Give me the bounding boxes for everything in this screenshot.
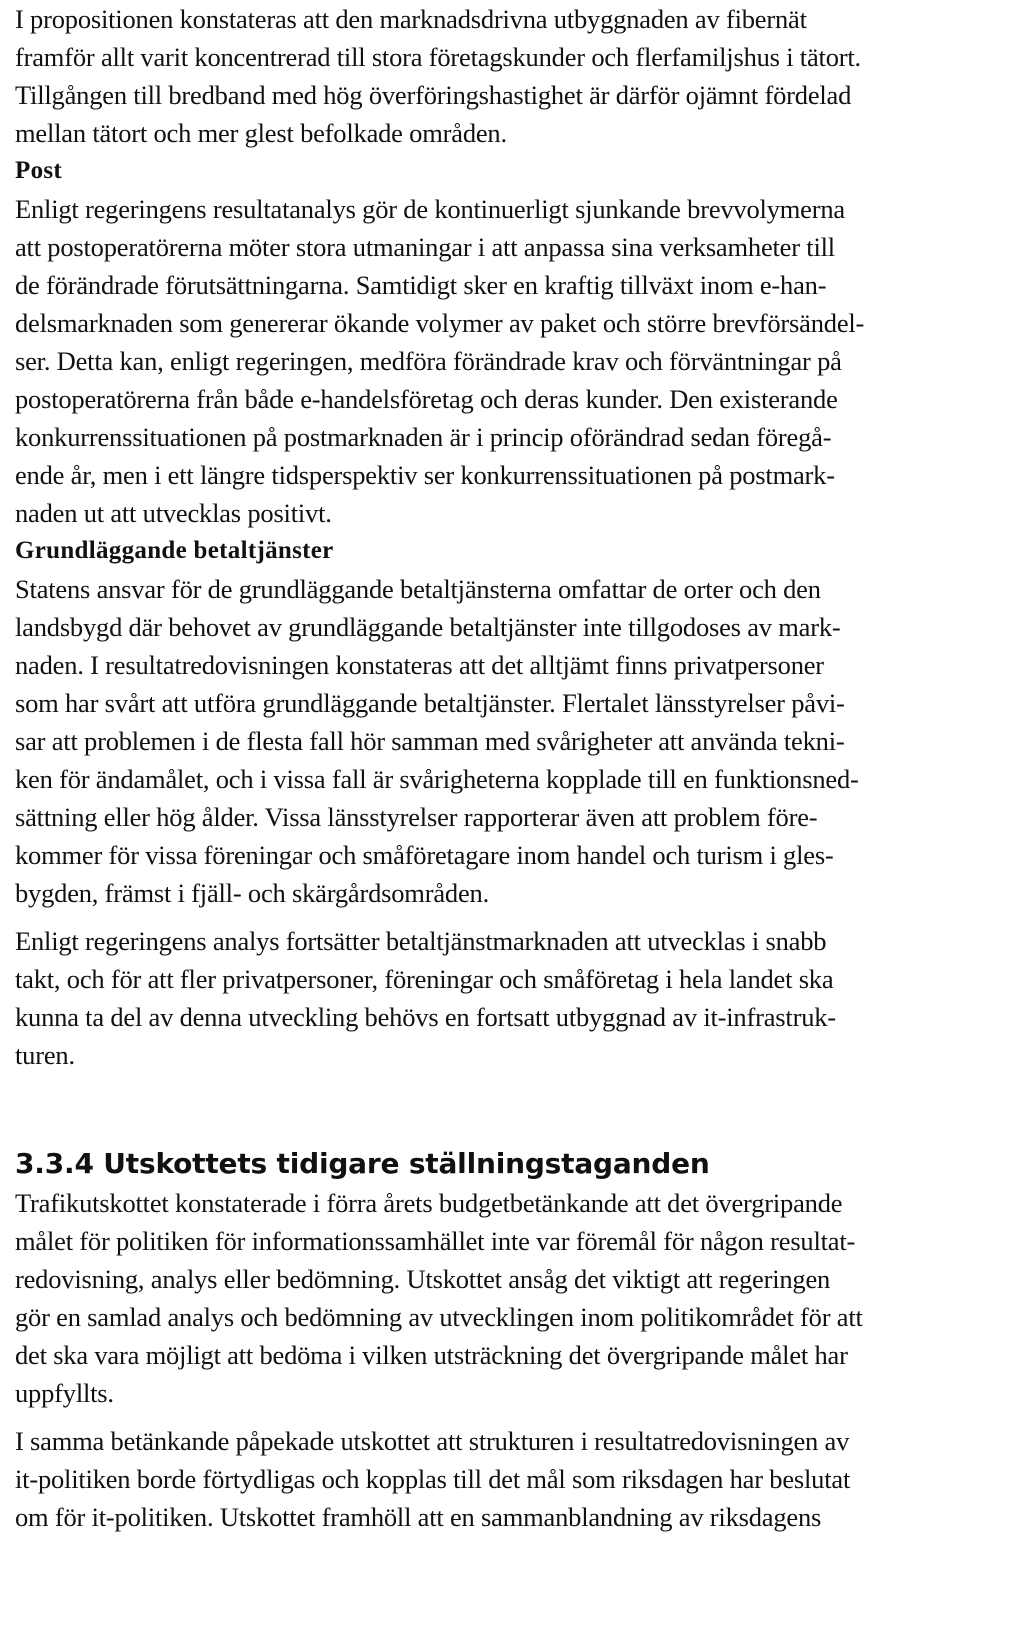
text-line: turen. [15, 1040, 75, 1070]
section-gap [15, 1074, 1005, 1144]
text-line: konkurrenssituationen på postmarknaden är i princip oförändrad sedan föregå- [15, 422, 832, 452]
text-line: kommer för vissa föreningar och småföretagare inom handel och turism i gles- [15, 840, 834, 870]
text-line: framför allt varit koncentrerad till stora företagskunder och flerfamiljshus i tätort. [15, 42, 861, 72]
text-line: gör en samlad analys och bedömning av utvecklingen inom politikområdet för att [15, 1302, 863, 1332]
paragraph-post [15, 190, 1005, 532]
text-line: sättning eller hög ålder. Vissa länsstyrelser rapporterar även att problem före- [15, 802, 818, 832]
text-line: landsbygd där behovet av grundläggande betaltjänster inte tillgodoses av mark- [15, 612, 841, 642]
text-line: att postoperatörerna möter stora utmaningar i att anpassa sina verksamheter till [15, 232, 835, 262]
text-line: sar att problemen i de flesta fall hör samman med svårigheter att använda tekni- [15, 726, 845, 756]
text-line: delsmarknaden som genererar ökande volymer av paket och större brevförsändel- [15, 308, 865, 338]
text-line: naden ut att utvecklas positivt. [15, 498, 332, 528]
text-line: naden. I resultatredovisningen konstateras att det alltjämt finns privatpersoner [15, 650, 824, 680]
text-line: som har svårt att utföra grundläggande betaltjänster. Flertalet länsstyrelser påvi- [15, 688, 845, 718]
text-line: Trafikutskottet konstaterade i förra årets budgetbetänkande att det övergripande [15, 1188, 843, 1218]
text-line: I propositionen konstateras att den marknadsdrivna utbyggnaden av fibernät [15, 4, 807, 34]
text-line: it-politiken borde förtydligas och kopplas till det mål som riksdagen har beslutat [15, 1464, 851, 1494]
heading-post: Post [15, 157, 63, 184]
text-line: uppfyllts. [15, 1378, 114, 1408]
text-line: redovisning, analys eller bedömning. Utskottet ansåg det viktigt att regeringen [15, 1264, 831, 1294]
text-line: ser. Detta kan, enligt regeringen, medföra förändrade krav och förväntningar på [15, 346, 842, 376]
text-line: ken för ändamålet, och i vissa fall är svårigheterna kopplade till en funktionsned- [15, 764, 859, 794]
paragraph-betaltjanster-1 [15, 570, 1005, 912]
text-line: Statens ansvar för de grundläggande betaltjänsterna omfattar de orter och den [15, 574, 821, 604]
text-line: takt, och för att fler privatpersoner, föreningar och småföretag i hela landet ska [15, 964, 834, 994]
text-line: det ska vara möjligt att bedöma i vilken utsträckning det övergripande målet har [15, 1340, 848, 1370]
paragraph-broadband [15, 0, 1005, 152]
paragraph-gap [15, 1412, 1005, 1422]
paragraph-utskottet-2 [15, 1422, 1005, 1536]
text-line: Tillgången till bredband med hög överföringshastighet är därför ojämnt fördelad [15, 80, 852, 110]
paragraph-gap [15, 912, 1005, 922]
text-line: mellan tätort och mer glest befolkade områden. [15, 118, 507, 148]
text-line: Enligt regeringens resultatanalys gör de kontinuerligt sjunkande brevvolymerna [15, 194, 845, 224]
text-line: målet för politiken för informationssamhället inte var föremål för någon resultat- [15, 1226, 856, 1256]
document-page [15, 0, 1005, 1536]
text-line: kunna ta del av denna utveckling behövs en fortsatt utbyggnad av it-infrastruk- [15, 1002, 836, 1032]
paragraph-utskottet-1 [15, 1184, 1005, 1412]
text-line: ende år, men i ett längre tidsperspektiv ser konkurrenssituationen på postmark- [15, 460, 835, 490]
text-line: de förändrade förutsättningarna. Samtidigt sker en kraftig tillväxt inom e-han- [15, 270, 827, 300]
text-line: bygden, främst i fjäll- och skärgårdsområden. [15, 878, 489, 908]
text-line: Enligt regeringens analys fortsätter betaltjänstmarknaden att utvecklas i snabb [15, 926, 827, 956]
text-line: om för it-politiken. Utskottet framhöll att en sammanblandning av riksdagens [15, 1502, 822, 1532]
text-line: postoperatörerna från både e-handelsföretag och deras kunder. Den existerande [15, 384, 838, 414]
section-heading-334: 3.3.4 Utskottets tidigare ställningstaganden [15, 1147, 710, 1180]
paragraph-betaltjanster-2 [15, 922, 1005, 1074]
heading-betaltjanster: Grundläggande betaltjänster [15, 537, 334, 564]
text-line: I samma betänkande påpekade utskottet att strukturen i resultatredovisningen av [15, 1426, 850, 1456]
